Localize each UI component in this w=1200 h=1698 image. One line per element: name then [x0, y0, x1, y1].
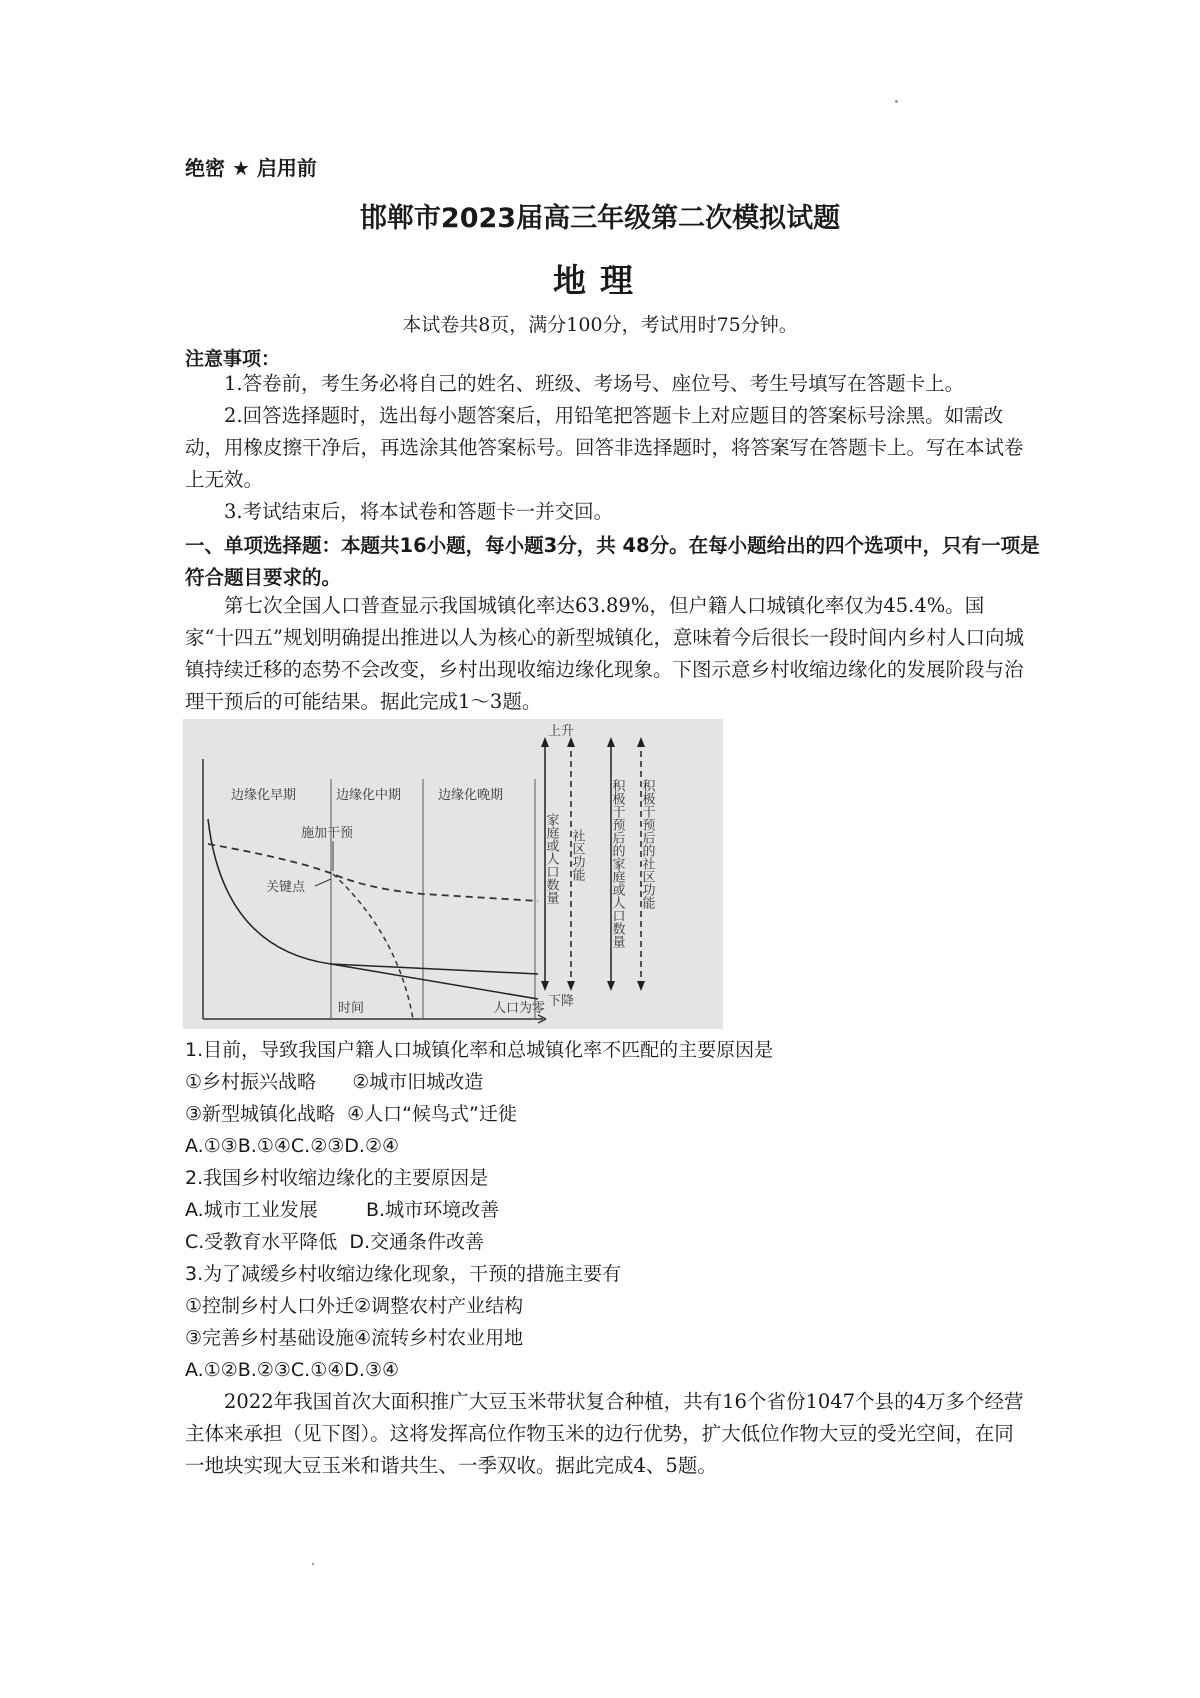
- question-1-options: A.①③B.①④C.②③D.②④: [185, 1135, 400, 1157]
- legend-population: 家庭或人口数量: [543, 813, 559, 904]
- intervene-label: 施加干预: [301, 826, 354, 841]
- legend-intervened-population: 积极干预后的家庭或人口数量: [609, 779, 625, 948]
- question-3-line-2: ③完善乡村基础设施④流转乡村农业用地: [185, 1327, 524, 1349]
- question-1-line-1: ①乡村振兴战略 ②城市旧城改造: [185, 1071, 484, 1093]
- scan-speck-2: [312, 1563, 314, 1565]
- marginalization-figure: [183, 719, 723, 1029]
- key-point-label: 关键点: [266, 880, 306, 895]
- legend-community: 社区功能: [569, 829, 585, 881]
- community-collapse-curve: [333, 874, 413, 1019]
- phase-early-label: 边缘化早期: [231, 788, 297, 803]
- note-item-3: 3.考试结束后，将本试卷和答题卡一并交回。: [224, 500, 614, 523]
- notes-heading: 注意事项：: [185, 348, 281, 370]
- exam-intro: 本试卷共8页，满分100分，考试用时75分钟。: [402, 314, 798, 336]
- legend-intervened-community: 积极干预后的社区功能: [639, 779, 655, 909]
- section-heading: 一、单项选择题：本题共16小题，每小题3分，共 48分。在每小题给出的四个选项中，只有一项是符合题目要求的。: [185, 534, 1040, 589]
- question-3-options: A.①②B.②③C.①④D.③④: [185, 1359, 400, 1381]
- question-2-options-cd: C.受教育水平降低 D.交通条件改善: [185, 1231, 485, 1253]
- question-1-stem: 1.目前，导致我国户籍人口城镇化率和总城镇化率不匹配的主要原因是: [185, 1039, 774, 1061]
- zero-population-label: 人口为零: [493, 1001, 546, 1016]
- phase-mid-label: 边缘化中期: [336, 788, 402, 803]
- question-2-options-ab: A.城市工业发展 B.城市环境改善: [185, 1199, 500, 1221]
- note-item-2: 2.回答选择题时，选出每小题答案后，用铅笔把答题卡上对应题目的答案标号涂黑。如需改动，用橡皮擦干净后，再选涂其他答案标号。回答非选择题时，将答案写在答题卡上。写在本试卷上无效。: [185, 404, 1024, 491]
- phase-late-label: 边缘化晚期: [438, 788, 504, 803]
- population-curve: [208, 819, 538, 974]
- community-function-curve: [208, 844, 538, 901]
- question-1-line-2: ③新型城镇化战略 ④人口“候鸟式”迁徙: [185, 1103, 517, 1125]
- x-axis-label: 时间: [338, 1001, 365, 1016]
- secret-mark: 绝密 ★ 启用前: [185, 156, 317, 180]
- note-item-1: 1.答卷前，考生务必将自己的姓名、班级、考场号、座位号、考生号填写在答题卡上。: [224, 372, 965, 395]
- scan-speck: [895, 100, 898, 103]
- question-3-stem: 3.为了减缓乡村收缩边缘化现象，干预的措施主要有: [185, 1263, 622, 1285]
- exam-title: 邯郸市2023届高三年级第二次模拟试题: [359, 203, 841, 234]
- exam-subject: 地理: [553, 261, 647, 300]
- up-label: 上升: [548, 724, 575, 739]
- down-label: 下降: [548, 994, 575, 1009]
- passage-2: 2022年我国首次大面积推广大豆玉米带状复合种植，共有16个省份1047个县的4万多个经营主体来承担（见下图）。这将发挥高位作物玉米的边行优势，扩大低位作物大豆的受光空间，在同一地块实现大豆玉米和谐共生、一季双收。据此完成4、5题。: [185, 1390, 1024, 1477]
- passage-1: 第七次全国人口普查显示我国城镇化率达63.89%，但户籍人口城镇化率仅为45.4%。国家“十四五”规划明确提出推进以人为核心的新型城镇化，意味着今后很长一段时间内乡村人口向城镇持续迁移的态势不会改变，乡村出现收缩边缘化现象。下图示意乡村收缩边缘化的发展阶段与治理干预后的可能结果。据此完成1～3题。: [185, 594, 1024, 713]
- marginalization-diagram: [183, 719, 723, 1029]
- question-3-line-1: ①控制乡村人口外迁②调整农村产业结构: [185, 1295, 524, 1317]
- question-2-stem: 2.我国乡村收缩边缘化的主要原因是: [185, 1167, 489, 1189]
